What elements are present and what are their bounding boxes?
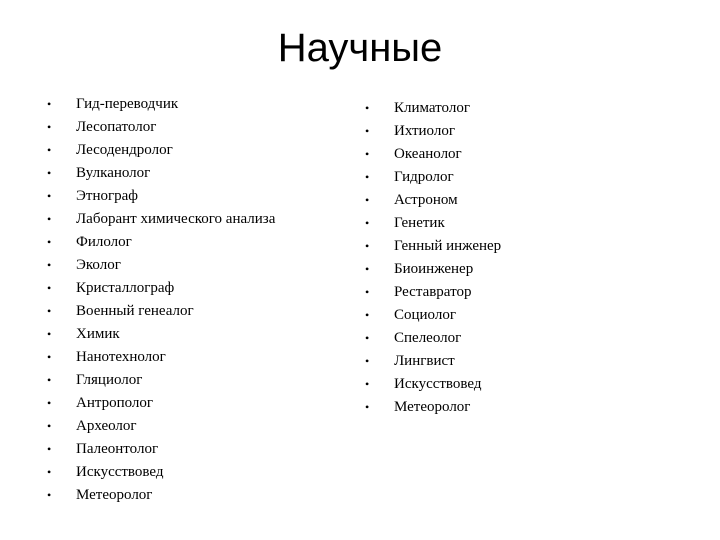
bullet-icon: • bbox=[365, 308, 370, 322]
list-item-text: Военный генеалог bbox=[76, 303, 194, 319]
bullet-icon: • bbox=[47, 258, 52, 272]
list-item bbox=[47, 277, 347, 300]
list-item bbox=[365, 281, 695, 304]
bullet-icon: • bbox=[47, 304, 52, 318]
list-item bbox=[47, 415, 347, 438]
list-item-text: Социолог bbox=[394, 307, 456, 323]
list-item bbox=[365, 235, 695, 258]
list-item-text: Искусствовед bbox=[76, 464, 164, 480]
bullet-icon: • bbox=[47, 419, 52, 433]
bullet-icon: • bbox=[365, 101, 370, 115]
list-item bbox=[47, 346, 347, 369]
list-item-text: Этнограф bbox=[76, 188, 139, 204]
bullet-icon: • bbox=[365, 285, 370, 299]
list-item bbox=[365, 120, 695, 143]
bullet-icon: • bbox=[47, 465, 52, 479]
list-item bbox=[47, 323, 347, 346]
list-item-text: Ихтиолог bbox=[394, 123, 455, 139]
list-item bbox=[365, 97, 695, 120]
list-item bbox=[47, 392, 347, 415]
list-item bbox=[47, 185, 347, 208]
bullet-icon: • bbox=[47, 442, 52, 456]
list-item bbox=[365, 350, 695, 373]
list-item-text: Археолог bbox=[76, 418, 137, 434]
list-item-text: Нанотехнолог bbox=[76, 349, 166, 365]
list-item-text: Вулканолог bbox=[76, 165, 151, 181]
list-item bbox=[47, 300, 347, 323]
list-item-text: Метеоролог bbox=[394, 399, 471, 415]
list-item-text: Генетик bbox=[394, 215, 445, 231]
list-item bbox=[365, 304, 695, 327]
bullet-icon: • bbox=[47, 120, 52, 134]
bullet-icon: • bbox=[365, 216, 370, 230]
list-item-text: Гидролог bbox=[394, 169, 454, 185]
list-item bbox=[47, 93, 347, 116]
bullet-icon: • bbox=[365, 193, 370, 207]
list-item bbox=[47, 208, 347, 231]
list-item bbox=[47, 162, 347, 185]
bullet-icon: • bbox=[47, 212, 52, 226]
bullet-icon: • bbox=[47, 373, 52, 387]
list-item bbox=[365, 143, 695, 166]
list-item bbox=[365, 189, 695, 212]
bullet-icon: • bbox=[365, 400, 370, 414]
bullet-icon: • bbox=[365, 170, 370, 184]
list-item bbox=[365, 212, 695, 235]
list-item bbox=[47, 139, 347, 162]
bullet-icon: • bbox=[365, 124, 370, 138]
list-item bbox=[47, 438, 347, 461]
right-list bbox=[365, 97, 695, 419]
list-item-text: Искусствовед bbox=[394, 376, 482, 392]
list-item-text: Лингвист bbox=[394, 353, 455, 369]
bullet-icon: • bbox=[47, 396, 52, 410]
left-list bbox=[47, 93, 347, 507]
bullet-icon: • bbox=[365, 354, 370, 368]
bullet-icon: • bbox=[365, 262, 370, 276]
list-item bbox=[47, 116, 347, 139]
list-item-text: Химик bbox=[76, 326, 120, 342]
list-item bbox=[365, 258, 695, 281]
list-item-text: Метеоролог bbox=[76, 487, 153, 503]
list-item bbox=[365, 166, 695, 189]
list-item bbox=[365, 373, 695, 396]
list-item bbox=[47, 461, 347, 484]
bullet-icon: • bbox=[47, 281, 52, 295]
list-item bbox=[47, 484, 347, 507]
bullet-icon: • bbox=[47, 166, 52, 180]
list-item-text: Палеонтолог bbox=[76, 441, 159, 457]
list-item bbox=[365, 396, 695, 419]
list-item-text: Филолог bbox=[76, 234, 132, 250]
list-item-text: Лесопатолог bbox=[76, 119, 157, 135]
list-item bbox=[47, 369, 347, 392]
list-item-text: Генный инженер bbox=[394, 238, 502, 254]
list-item-text: Лесодендролог bbox=[76, 142, 173, 158]
slide-title: Научные bbox=[277, 26, 443, 70]
list-item-text: Биоинженер bbox=[394, 261, 474, 277]
list-item-text: Антрополог bbox=[76, 395, 154, 411]
list-item-text: Климатолог bbox=[394, 100, 470, 116]
list-item-text: Астроном bbox=[394, 192, 458, 208]
bullet-icon: • bbox=[365, 239, 370, 253]
list-item-text: Океанолог bbox=[394, 146, 462, 162]
list-item bbox=[47, 231, 347, 254]
list-item-text: Гляциолог bbox=[76, 372, 143, 388]
list-item bbox=[47, 254, 347, 277]
bullet-icon: • bbox=[365, 147, 370, 161]
list-item-text: Гид-переводчик bbox=[76, 96, 179, 112]
bullet-icon: • bbox=[47, 488, 52, 502]
bullet-icon: • bbox=[365, 377, 370, 391]
bullet-icon: • bbox=[47, 327, 52, 341]
list-item-text: Спелеолог bbox=[394, 330, 462, 346]
bullet-icon: • bbox=[47, 350, 52, 364]
list-item-text: Реставратор bbox=[394, 284, 472, 300]
list-item-text: Лаборант химического анализа bbox=[76, 211, 276, 227]
bullet-icon: • bbox=[47, 143, 52, 157]
bullet-icon: • bbox=[47, 97, 52, 111]
bullet-icon: • bbox=[47, 235, 52, 249]
list-item-text: Кристаллограф bbox=[76, 280, 175, 296]
bullet-icon: • bbox=[47, 189, 52, 203]
bullet-icon: • bbox=[365, 331, 370, 345]
list-item-text: Эколог bbox=[76, 257, 121, 273]
list-item bbox=[365, 327, 695, 350]
